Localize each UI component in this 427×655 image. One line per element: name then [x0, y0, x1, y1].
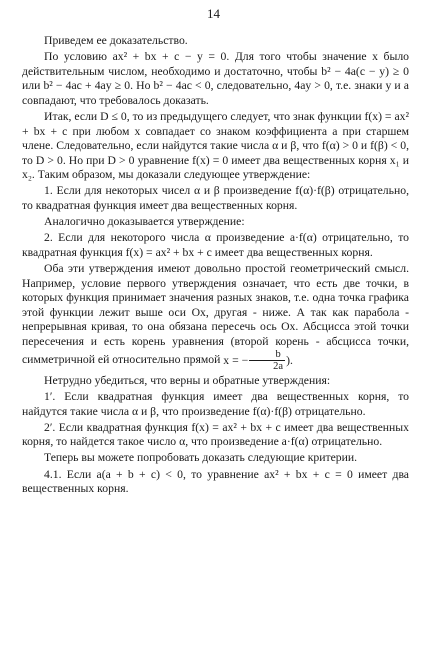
- paragraph-geometric-meaning: [22, 262, 409, 373]
- paragraph-converse: Нетрудно убедиться, что верны и обратные утверждения:: [44, 373, 331, 387]
- statement-2: 2. Если для некоторого числа α произведение a·f(α) отрицательно, то квадратная функция f(x) = ax² + bx + c имеет два вещественных корня.: [22, 231, 409, 259]
- statement-2-prime: 2′. Если квадратная функция f(x) = ax² + bx + c имеет два вещественных корня, то найдется такое число α, что произведение a·f(α) отрицательно.: [22, 420, 409, 449]
- page-number: 14: [207, 6, 220, 21]
- paragraph-proof: По условию ax² + bx + c − y = 0. Для того чтобы значение x было действительным числом, необходимо и достаточно, чтобы b² − 4a(c − y) ≥ 0 или b² − 4ac + 4ay ≥ 0. Но b² − 4ac < 0, следовательно, 4ay > 0, т.е. знаки y и a совпадают, что требовалось доказать.: [22, 50, 409, 107]
- criterion-4-1: 4.1. Если a(a + b + c) < 0, то уравнение ax² + bx + c = 0 имеет два вещественных корня.: [22, 467, 409, 496]
- axis-formula-prefix: x = −: [223, 353, 249, 367]
- statement-1: 1. Если для некоторых чисел α и β произведение f(α)·f(β) отрицательно, то квадратная функция имеет два вещественных корня.: [22, 184, 409, 213]
- paragraph-intro: Приведем ее доказательство.: [44, 34, 188, 47]
- fraction-denominator: 2a: [273, 361, 284, 373]
- fraction: [249, 349, 285, 372]
- body-text: [22, 34, 409, 498]
- fraction-numerator: b: [249, 349, 285, 361]
- paragraph-similarly: Аналогично доказывается утверждение:: [44, 215, 245, 229]
- paragraph-criteria: Теперь вы можете попробовать доказать следующие критерии.: [44, 451, 358, 465]
- geometric-meaning-text: Оба эти утверждения имеют довольно простой геометрический смысл. Например, условие первого утверждения означает, что есть две точки, в которых функция принимает значения разных знаков, т.е. одна точка графика этой функции лежит выше оси Ox, другая - ниже. А так как парабола - непрерывная кривая, то она обязана пересечь ось Ox. Абсцисса этой точки пересечения и есть корень уравнения (второй корень - абсцисса точки, симметричной ей относительно прямой: [22, 261, 409, 367]
- paragraph-conclusion: Итак, если D ≤ 0, то из предыдущего следует, что знак функции f(x) = ax² + bx + c при любом x совпадает со знаком коэффициента a при старшем члене. Следовательно, если найдутся такие числа α и β, что f(α) > 0 и f(β) < 0, то D > 0. Но при D > 0 уравнение f(x) = 0 имеет два вещественных корня x₁ и x₂. Таким образом, мы доказали следующее утверждение:: [22, 109, 409, 182]
- axis-formula: [223, 349, 293, 373]
- statement-1-prime: 1′. Если квадратная функция имеет два вещественных корня, то найдутся такие числа α и β, что произведение f(α)·f(β) отрицательно.: [22, 390, 409, 418]
- axis-formula-suffix: ).: [286, 353, 293, 367]
